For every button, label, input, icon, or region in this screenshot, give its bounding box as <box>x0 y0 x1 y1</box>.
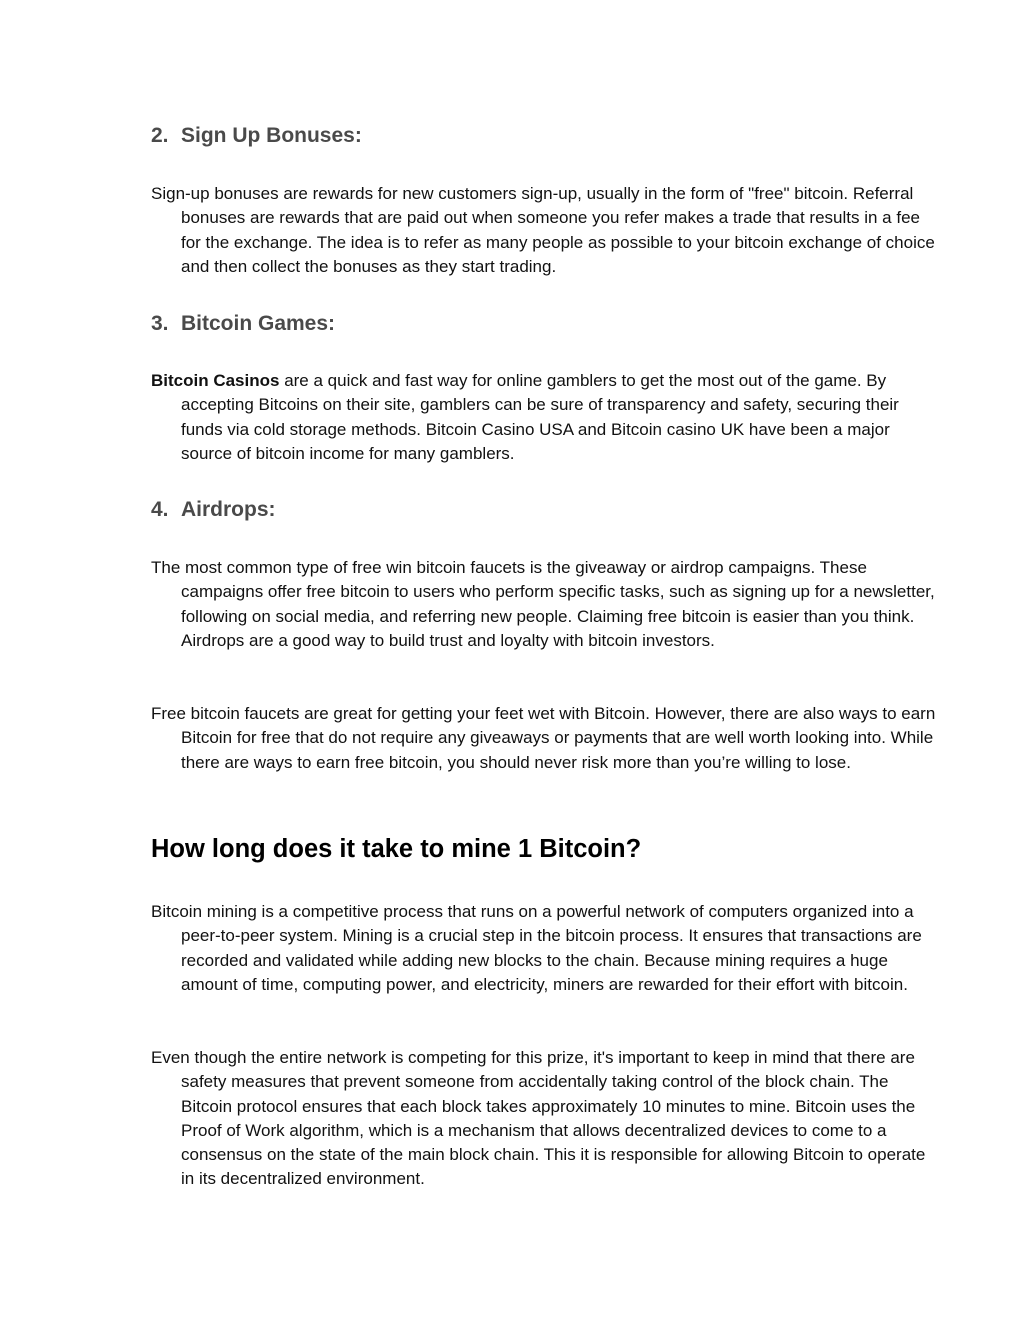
section-title: Bitcoin Games: <box>181 312 336 335</box>
section-heading-sign-up-bonuses <box>151 124 362 148</box>
section-number: 3. <box>151 312 169 335</box>
section-heading-airdrops <box>151 498 276 522</box>
section-number: 2. <box>151 124 169 147</box>
section-number: 4. <box>151 498 169 521</box>
airdrops-paragraph: The most common type of free win bitcoin faucets is the giveaway or airdrop campaigns. These campaigns offer free bitcoin to users who perform specific tasks, such as signing up for a newsletter, following on social media, and referring new people. Claiming free bitcoin is easier than you think. Airdrops are a good way to build trust and loyalty with bitcoin investors. <box>151 558 935 650</box>
section-title: Sign Up Bonuses: <box>181 124 362 147</box>
section-heading-bitcoin-games <box>151 312 335 336</box>
mining-heading: How long does it take to mine 1 Bitcoin? <box>151 835 642 863</box>
sign-up-bonuses-paragraph: Sign-up bonuses are rewards for new customers sign-up, usually in the form of "free" bitcoin. Referral bonuses are rewards that are paid out when someone you refer makes a trade that results in a fee for the exchange. The idea is to refer as many people as possible to your bitcoin exchange of choice and then collect the bonuses as they start trading. <box>151 184 935 276</box>
bitcoin-games-paragraph <box>151 369 941 466</box>
bitcoin-casinos-bold-text: Bitcoin Casinos <box>151 371 280 390</box>
bitcoin-games-text: are a quick and fast way for online gamblers to get the most out of the game. By accepting Bitcoins on their site, gamblers can be sure of transparency and safety, securing their funds via cold storage methods. Bitcoin Casino USA and Bitcoin casino UK have been a major source of bitcoin income for many gamblers. <box>181 371 899 463</box>
mining-paragraph-1: Bitcoin mining is a competitive process that runs on a powerful network of computers organized into a peer-to-peer system. Mining is a crucial step in the bitcoin process. It ensures that transactions are recorded and validated while adding new blocks to the chain. Because mining requires a huge amount of time, computing power, and electricity, miners are rewarded for their effort with bitcoin. <box>151 902 922 994</box>
section-title: Airdrops: <box>181 498 276 521</box>
faucets-paragraph: Free bitcoin faucets are great for getting your feet wet with Bitcoin. However, there are also ways to earn Bitcoin for free that do not require any giveaways or payments that are well worth looking into. While there are ways to earn free bitcoin, you should never risk more than you’re willing to lose. <box>151 704 936 772</box>
mining-paragraph-2: Even though the entire network is competing for this prize, it's important to keep in mind that there are safety measures that prevent someone from accidentally taking control of the block chain. The Bitcoin protocol ensures that each block takes approximately 10 minutes to mine. Bitcoin uses the Proof of Work algorithm, which is a mechanism that allows decentralized devices to come to a consensus on the state of the main block chain. This it is responsible for allowing Bitcoin to operate in its decentralized environment. <box>151 1048 926 1189</box>
